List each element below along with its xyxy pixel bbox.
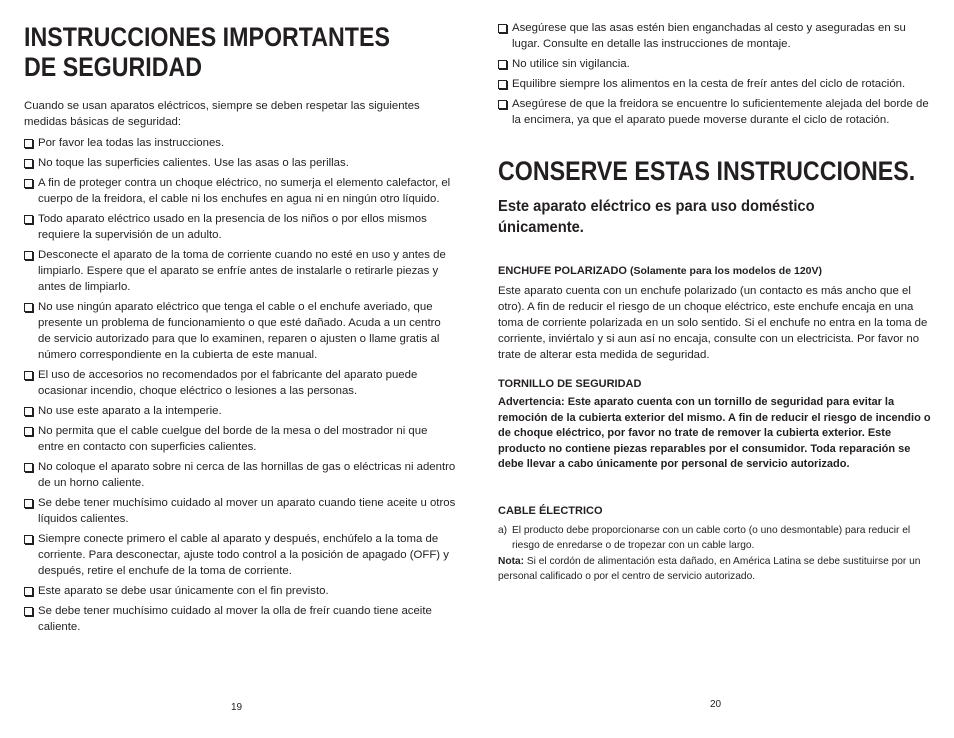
checkbox-bullet-icon bbox=[498, 80, 507, 89]
checkbox-bullet-icon bbox=[24, 587, 33, 596]
list-item: El uso de accesorios no recomendados por el fabricante del aparato puede ocasionar incendio, choque eléctrico o lesiones a las personas. bbox=[24, 367, 456, 399]
intro-paragraph: Cuando se usan aparatos eléctricos, siempre se deben respetar las siguientes medidas básicas de seguridad: bbox=[24, 100, 420, 128]
list-item: Asegúrese de que la freidora se encuentre lo suficientemente alejada del borde de la encimera, ya que el aparato puede moverse durante el ciclo de rotación. bbox=[498, 96, 934, 128]
checkbox-bullet-icon bbox=[24, 303, 33, 312]
checkbox-bullet-icon bbox=[24, 251, 33, 260]
power-cord-item bbox=[498, 524, 934, 553]
list-item: Se debe tener muchísimo cuidado al mover la olla de freír cuando tiene aceite caliente. bbox=[24, 603, 456, 635]
checkbox-bullet-icon bbox=[24, 463, 33, 472]
polarized-plug-section bbox=[498, 264, 934, 363]
checkbox-bullet-icon bbox=[24, 371, 33, 380]
list-item: Desconecte el aparato de la toma de corriente cuando no esté en uso y antes de limpiarlo. Espere que el aparato se enfríe antes de instalarle o retirarle piezas y antes de limpiarlo. bbox=[24, 247, 456, 295]
list-item: A fin de proteger contra un choque eléctrico, no sumerja el elemento calefactor, el cuerpo de la freidora, el cable ni los enchufes en agua ni en ningún otro líquido. bbox=[24, 175, 456, 207]
page-number-right: 20 bbox=[710, 699, 722, 710]
checkbox-bullet-icon bbox=[24, 607, 33, 616]
checkbox-bullet-icon bbox=[498, 100, 507, 109]
safety-screw-body: Advertencia: Este aparato cuenta con un tornillo de seguridad para evitar la remoción de la cubierta exterior del mismo. A fin de reducir el riesgo de incendio o de choque eléctrico, por favor no trate de remover la cubierta exterior. Este producto no contiene piezas reparables por el consumidor. Toda reparación se debe llevar a cabo únicamente por personal de servicio autorizado. bbox=[498, 396, 931, 470]
checkbox-bullet-icon bbox=[24, 179, 33, 188]
domestic-use-subhead: Este aparato eléctrico es para uso doméstico únicamente. bbox=[498, 198, 815, 236]
list-item: Equilibre siempre los alimentos en la cesta de freír antes del ciclo de rotación. bbox=[498, 76, 934, 92]
checkbox-bullet-icon bbox=[24, 139, 33, 148]
safety-screw-section bbox=[498, 377, 934, 473]
checkbox-bullet-icon bbox=[498, 24, 507, 33]
checkbox-bullet-icon bbox=[24, 427, 33, 436]
list-item: Asegúrese que las asas estén bien enganchadas al cesto y aseguradas en su lugar. Consulte en detalle las instrucciones de montaje. bbox=[498, 20, 934, 52]
power-cord-note-label: Nota: bbox=[498, 556, 525, 567]
checkbox-bullet-icon bbox=[24, 215, 33, 224]
checkbox-bullet-icon bbox=[24, 159, 33, 168]
power-cord-item-label: a) bbox=[498, 525, 508, 536]
power-cord-note-text: Si el cordón de alimentación esta dañado, en América Latina se debe sustituirse por un personal calificado o por el centro de servicio autorizado. bbox=[498, 556, 921, 582]
list-item: Todo aparato eléctrico usado en la presencia de los niños o por ellos mismos requiere la supervisión de un adulto. bbox=[24, 211, 456, 243]
list-item: No utilice sin vigilancia. bbox=[498, 56, 934, 72]
safety-title-line-2: DE SEGURIDAD bbox=[24, 52, 203, 82]
list-item: No permita que el cable cuelgue del borde de la mesa o del mostrador ni que entre en contacto con superficies calientes. bbox=[24, 423, 456, 455]
power-cord-section bbox=[498, 504, 934, 584]
continued-bullet-list bbox=[498, 20, 934, 128]
list-item: Este aparato se debe usar únicamente con el fin previsto. bbox=[24, 583, 456, 599]
checkbox-bullet-icon bbox=[24, 535, 33, 544]
power-cord-item-text: El producto debe proporcionarse con un cable corto (o uno desmontable) para reducir el riesgo de enredarse o de tropezar con un cable largo. bbox=[512, 525, 911, 551]
safety-title bbox=[24, 22, 454, 82]
polarized-plug-title: ENCHUFE POLARIZADO (Solamente para los modelos de 120V) bbox=[498, 265, 822, 277]
list-item: Se debe tener muchísimo cuidado al mover un aparato cuando tiene aceite u otros líquidos calientes. bbox=[24, 495, 456, 527]
list-item: No toque las superficies calientes. Use las asas o las perillas. bbox=[24, 155, 456, 171]
safety-title-line-1: INSTRUCCIONES IMPORTANTES bbox=[24, 22, 390, 52]
list-item: No coloque el aparato sobre ni cerca de las hornillas de gas o eléctricas ni adentro de un horno caliente. bbox=[24, 459, 456, 491]
list-item: No use este aparato a la intemperie. bbox=[24, 403, 456, 419]
power-cord-note bbox=[498, 555, 934, 584]
checkbox-bullet-icon bbox=[24, 407, 33, 416]
power-cord-title: CABLE ÉLECTRICO bbox=[498, 505, 603, 517]
conserve-title: CONSERVE ESTAS INSTRUCCIONES. bbox=[498, 156, 916, 186]
list-item: Siempre conecte primero el cable al aparato y después, enchúfelo a la toma de corriente. Para desconectar, ajuste todo control a la posición de apagado (OFF) y después, retire el enchufe de la toma de corriente. bbox=[24, 531, 456, 579]
checkbox-bullet-icon bbox=[498, 60, 507, 69]
list-item: No use ningún aparato eléctrico que tenga el cable o el enchufe averiado, que presente un problema de funcionamiento o que esté dañado. Acuda a un centro de servicio autorizado para que lo examinen, reparen o ajusten o llame gratis al número correspondiente en la cubierta de este manual. bbox=[24, 299, 456, 363]
list-item: Por favor lea todas las instrucciones. bbox=[24, 135, 456, 151]
safety-screw-title: TORNILLO DE SEGURIDAD bbox=[498, 378, 642, 390]
checkbox-bullet-icon bbox=[24, 499, 33, 508]
page-number-left: 19 bbox=[231, 702, 243, 713]
safety-bullet-list bbox=[24, 135, 456, 635]
polarized-plug-body: Este aparato cuenta con un enchufe polarizado (un contacto es más ancho que el otro). A fin de reducir el riesgo de un choque eléctrico, este enchufe encaja en una toma de corriente polarizada en un solo sentido. Si el enchufe no entra en la toma de corriente, inviértalo y si aun así no encaja, consulte con un electricista. Por favor no trate de alterar esta medida de seguridad. bbox=[498, 285, 928, 361]
